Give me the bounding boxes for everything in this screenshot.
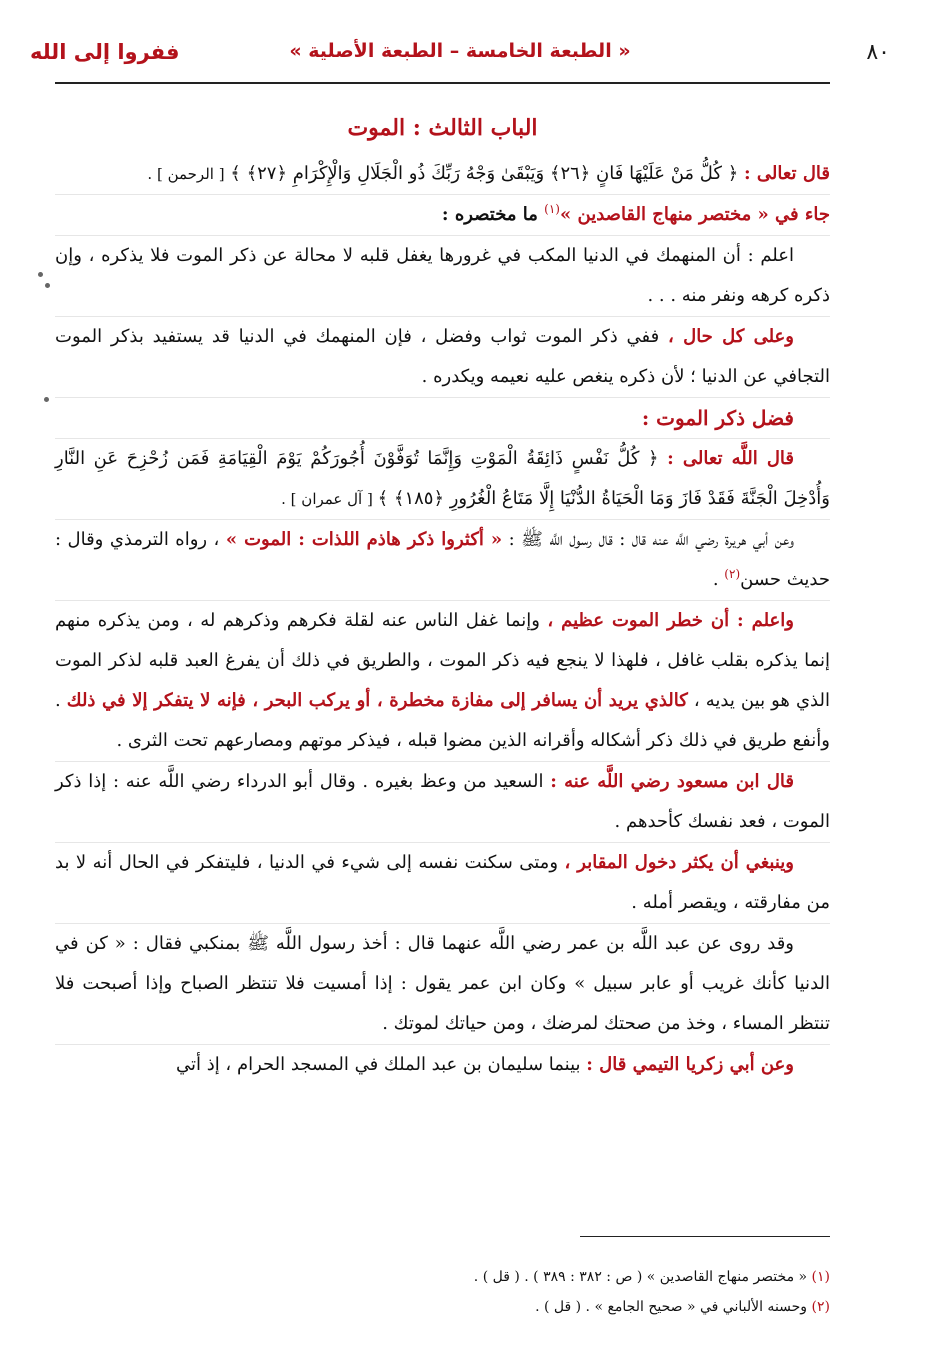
book-title: ففروا إلى الله [30,40,180,64]
paragraph-text: . وأنفع طريق في ذلك ذكر أشكاله وأقرانه الذين مضوا قبله ، فيذكر موتهم ومصارعهم تحت الثرى . [55,690,830,751]
paragraph-ibn-masud [55,761,830,842]
highlighted-text: كالذي يريد أن يسافر إلى مفازة مخطرة ، أو يركب البحر ، فإنه لا يتفكر إلا في ذلك [66,690,688,711]
hadith-intro: وعن أبي هريرة رضي اللَّه عنه قال : قال رسول اللَّه ﷺ : [502,529,795,550]
margin-mark [38,272,43,277]
paragraph-lead: وعلى كل حال ، [668,326,794,347]
footnote-number: (٢) [811,1299,830,1315]
verse-lead: قال تعالى : [743,163,830,184]
paragraph-lead: قال ابن مسعود رضي اللَّه عنه : [550,771,795,792]
paragraph-lead: واعلم : أن خطر الموت عظيم ، [547,610,794,631]
quran-verse: ﴿ كُلُّ مَنْ عَلَيْهَا فَانٍ ﴿٢٦﴾ وَيَبْقَىٰ وَجْهُ رَبِّكَ ذُو الْجَلَالِ وَالْإِكْرَامِ ﴿٢٧﴾ ﴾ [230,163,739,184]
paragraph-hadith-abu-huraira [55,519,830,600]
hadith-text: « أكثروا ذكر هاذم اللذات : الموت » [225,529,503,550]
margin-mark [45,283,50,288]
paragraph-verse-imran [55,438,830,519]
page-header [30,34,890,78]
footnote-text: وحسنه الألباني في « صحيح الجامع » . ( قل ) . [535,1299,812,1315]
verse-lead: قال اللَّه تعالى : [667,448,794,469]
paragraph-lead: وينبغي أن يكثر دخول المقابر ، [564,852,795,873]
verse-source: [ الرحمن ] . [147,165,225,183]
paragraph-text: ومتى سكنت نفسه إلى شيء في الدنيا ، فليتفكر في الحال أنه لا بد من مفارقته ، ويقصر أمله . [55,852,830,913]
footnotes [55,1262,830,1322]
verse-source: [ آل عمران ] . [281,490,378,508]
paragraph-text: وإنما غفل الناس عنه لقلة فكرهم وذكرهم له ، ومن يذكره منهم إنما يذكره بقلب غافل ، فلهذا لا ينجع فيه ذكر الموت ، والطريق في ذلك أن يفرغ العبد قلبه لذكر الموت الذي هو بين يديه ، [55,610,830,711]
paragraph-source-book [55,194,830,235]
edition-label: « الطبعة الخامسة – الطبعة الأصلية » [289,40,631,62]
paragraph-text: ففي ذكر الموت ثواب وفضل ، فإن المنهمك في الدنيا قد يستفيد بذكر الموت التجافي عن الدنيا ؛ لأن ذكره ينغص عليه نعيمه ويكدره . [55,326,830,387]
page-number: ٨٠ [866,40,890,65]
source-book-lead: جاء في « مختصر منهاج القاصدين » [559,204,830,225]
footnote-item [55,1262,830,1292]
paragraph-lead: وعن أبي زكريا التيمي قال : [586,1054,794,1075]
quran-verse: ﴿ كُلُّ نَفْسٍ ذَائِقَةُ الْمَوْتِ وَإِنَّمَا تُوَفَّوْنَ أُجُورَكُمْ يَوْمَ الْقِيَامَةِ فَمَن زُحْزِحَ عَنِ النَّارِ وَأُدْخِلَ الْجَنَّةَ فَقَدْ فَازَ وَمَا الْحَيَاةُ الدُّنْيَا إِلَّا مَتَاعُ الْغُرُورِ ﴿١٨٥﴾ ﴾ [55,448,830,509]
footnote-divider [580,1236,830,1237]
paragraph-danger-of-death [55,600,830,761]
chapter-title: الباب الثالث : الموت [347,115,538,141]
page-body [55,108,830,1085]
sentence-end: . [712,569,725,590]
paragraph-abu-zakariya [55,1044,830,1085]
footnote-item [55,1292,830,1322]
paragraph-text: بينما سليمان بن عبد الملك في المسجد الحرام ، إذ أتي [175,1054,587,1075]
footnote-ref[interactable]: (١) [544,202,560,216]
paragraph-graves [55,842,830,923]
paragraph-verse-rahman [55,154,830,194]
paragraph-ibn-umar: وقد روى عن عبد اللَّه بن عمر رضي اللَّه عنهما قال : أخذ رسول اللَّه ﷺ بمنكبي فقال : « كن في الدنيا كأنك غريب أو عابر سبيل » وكان ابن عمر يقول : إذا أمسيت فلا تنتظر الصباح وإذا أصبحت فلا تنتظر المساء ، وخذ من صحتك لمرضك ، ومن حياتك لموتك . [55,923,830,1044]
footnote-ref[interactable]: (٢) [724,567,741,581]
header-divider [55,82,830,84]
paragraph-text: السعيد من وعظ بغيره . وقال أبو الدرداء رضي اللَّه عنه : إذا ذكر الموت ، فعد نفسك كأحدهم . [55,771,830,832]
footnote-number: (١) [811,1269,830,1285]
hadith-grading: ، رواه الترمذي وقال : حديث حسن [55,529,830,590]
section-title: فضل ذكر الموت : [55,397,830,438]
footnote-text: « مختصر منهاج القاصدين » ( ص : ٣٨٢ : ٣٨٩ ) . ( قل ) . [473,1269,812,1285]
summary-label: ما مختصره : [441,204,545,225]
margin-mark [44,397,49,402]
paragraph-know: اعلم : أن المنهمك في الدنيا المكب في غرورها يغفل قلبه لا محالة عن ذكر الموت فلا يذكره ، وإن ذكره كرهه ونفر منه . . . [55,235,830,316]
paragraph-in-any-case [55,316,830,397]
